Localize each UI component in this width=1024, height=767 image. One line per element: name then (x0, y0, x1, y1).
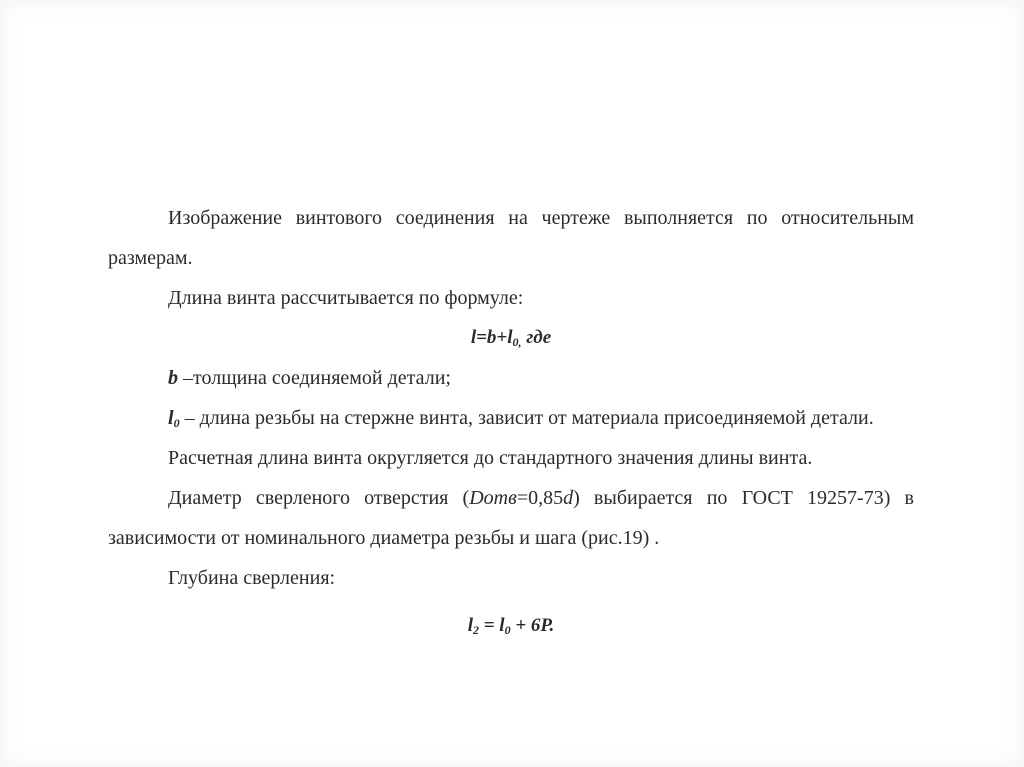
symbol-d: d (563, 487, 574, 509)
definition-b (108, 358, 914, 398)
symbol-b: b (168, 367, 178, 389)
definition-l0-text: – длина резьбы на стержне винта, зависит от материала присоединяемой детали. (179, 407, 874, 429)
symbol-l0-subscript: 0 (173, 416, 180, 430)
formula-sum: =b+l (476, 327, 513, 348)
paragraph-relative-sizes: Изображение винтового соединения на чертеже выполняется по относительным размерам. (108, 207, 914, 269)
formula2-equals-l: = l (478, 615, 505, 636)
drill-diameter-coefficient: =0,85 (516, 487, 564, 509)
formula-drill-depth (108, 606, 914, 646)
formula2-subscript-2: 2 (472, 623, 479, 637)
formula2-subscript-0: 0 (504, 623, 511, 637)
formula-screw-length (108, 318, 914, 358)
definition-b-text: –толщина соединяемой детали; (178, 367, 451, 389)
formula-where: где (521, 327, 552, 348)
symbol-l0 (168, 407, 180, 429)
symbol-d-otv: Dотв (469, 487, 517, 509)
paragraph-length-formula-intro: Длина винта рассчитывается по формуле: (168, 287, 524, 309)
paragraph-rounding: Расчетная длина винта округляется до стандартного значения длины винта. (168, 447, 813, 469)
paragraph-drill-diameter (108, 478, 914, 558)
formula-symbol-l: l (470, 327, 477, 348)
drill-diameter-text-after: ) выбирается по ГОСТ 19257-73) в зависимости от номинального диаметра резьбы и шага (рис.19) . (108, 487, 915, 549)
formula-subscript-0: 0, (512, 335, 522, 349)
drill-diameter-text-before: Диаметр сверленого отверстия ( (168, 487, 470, 509)
document-body (108, 198, 914, 646)
definition-l0 (108, 398, 914, 438)
paragraph-drill-depth: Глубина сверления: (168, 567, 336, 589)
formula2-symbol-l: l (467, 615, 473, 636)
symbol-l: l (168, 407, 174, 429)
formula2-tail: + 6P. (510, 615, 555, 636)
